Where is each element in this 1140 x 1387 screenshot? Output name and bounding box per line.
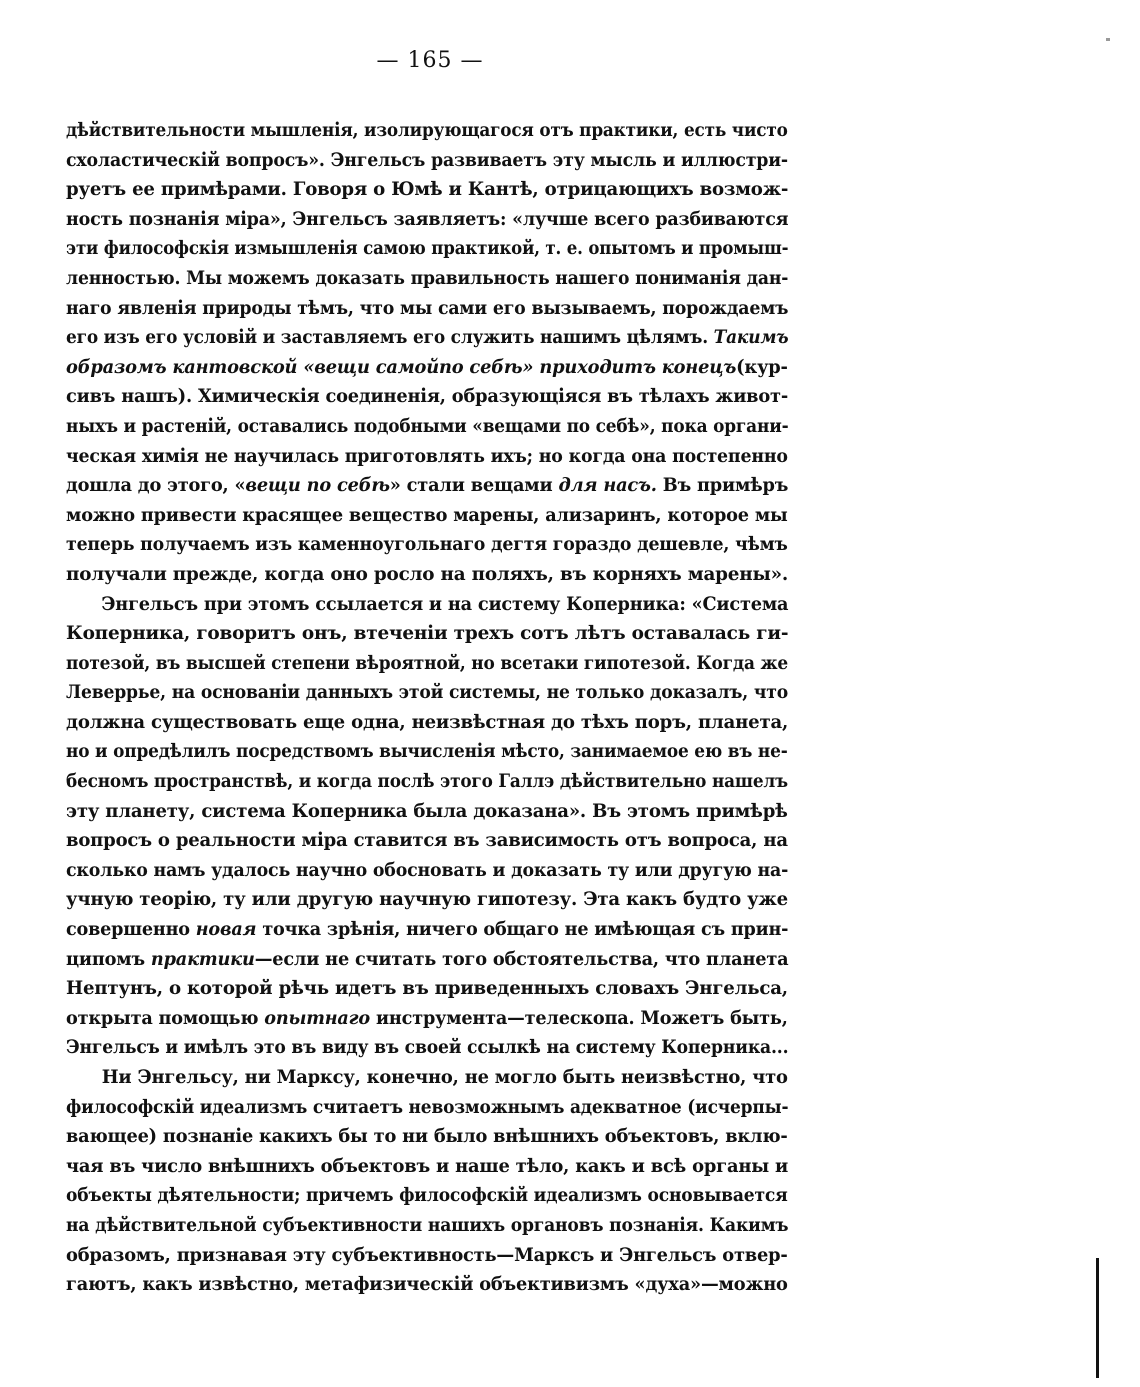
- italic-text: практики: [150, 947, 255, 970]
- text-line: Ни Энгельсу, ни Марксу, конечно, не могло быть неизвѣстно, что: [101, 1066, 788, 1088]
- text-line: [66, 471, 789, 501]
- text-line: ленностью. Мы можемъ доказать правильность нашего пониманія дан-: [66, 266, 789, 289]
- text-run: » стали вещами: [389, 474, 553, 497]
- text-line: [66, 323, 789, 353]
- text-run: его изъ его условій и заставляемъ его служить нашимъ цѣлямъ.: [66, 326, 708, 349]
- italic-text: новая: [195, 918, 257, 941]
- text-line: схоластическій вопросъ». Энгельсъ развиваетъ эту мысль и иллюстри-: [66, 148, 788, 171]
- page-number: — 165 —: [376, 48, 484, 73]
- italic-text: опытнаго: [264, 1006, 371, 1029]
- text-line: бесномъ пространствѣ, и когда послѣ этого Галлэ дѣйствительно нашелъ: [66, 770, 788, 793]
- text-run: Въ примѣръ: [662, 474, 789, 497]
- text-line: [66, 945, 789, 975]
- text-line: Коперника, говоритъ онъ, втеченіи трехъ сотъ лѣтъ оставалась ги-: [66, 622, 789, 645]
- text-line: ность познанія міра», Энгельсъ заявляетъ: «лучше всего разбиваются: [66, 207, 789, 230]
- text-run: точка зрѣнія, ничего общаго не имѣющая съ прин-: [262, 918, 789, 941]
- text-line: Нептунъ, о которой рѣчь идетъ въ приведенныхъ словахъ Энгельса,: [66, 977, 788, 1000]
- text-line: Энгельсъ и имѣлъ это въ виду въ своей ссылкѣ на систему Коперника...: [66, 1036, 789, 1059]
- text-line: эту планету, система Коперника была доказана». Въ этомъ примѣрѣ: [66, 799, 788, 822]
- text-line: потезой, въ высшей степени вѣроятной, но всетаки гипотезой. Когда же: [66, 651, 789, 674]
- text-line: Энгельсъ при этомъ ссылается и на систему Коперника: «Система: [101, 592, 789, 615]
- text-line: сивъ нашъ). Химическія соединенія, образующіяся въ тѣлахъ живот-: [66, 385, 789, 408]
- text-line: образомъ, признавая эту субъективность—Марксъ и Энгельсъ отвер-: [66, 1243, 788, 1266]
- text-line: [66, 353, 788, 383]
- italic-text: образомъ кантовской «вещи самойпо себѣ» приходитъ конецъ: [66, 355, 737, 378]
- text-line: дѣйствительности мышленія, изолирующагося отъ практики, есть чисто: [66, 119, 788, 141]
- text-line: должна существовать еще одна, неизвѣстная до тѣхъ поръ, планета,: [66, 710, 789, 733]
- text-line: теперь получаемъ изъ каменноугольнаго дегтя гораздо дешевле, чѣмъ: [66, 533, 788, 556]
- text-line: ческая химія не научилась приготовлять ихъ; но когда она постепенно: [66, 444, 788, 467]
- text-run: (кур-: [736, 355, 788, 378]
- text-line: чая въ число внѣшнихъ объектовъ и наше тѣло, какъ и всѣ органы и: [66, 1154, 789, 1177]
- text-line: гаютъ, какъ извѣстно, метафизическій объективизмъ «духа»—можно: [66, 1273, 788, 1296]
- text-run: совершенно: [66, 918, 190, 941]
- body-text: [66, 116, 788, 1300]
- text-run: открыта помощью: [66, 1006, 259, 1029]
- text-line: можно привести красящее вещество марены, ализаринъ, которое мы: [66, 503, 788, 526]
- text-line: учную теорію, ту или другую научную гипотезу. Эта какъ будто уже: [66, 888, 788, 911]
- text-line: вопросъ о реальности міра ставится въ зависимость отъ вопроса, на: [66, 829, 788, 852]
- text-line: [66, 915, 789, 945]
- margin-line: [1096, 1258, 1099, 1378]
- text-line: вающее) познаніе какихъ бы то ни было внѣшнихъ объектовъ, вклю-: [66, 1125, 788, 1148]
- text-line: ныхъ и растеній, оставались подобными «вещами по себѣ», пока органи-: [66, 414, 789, 437]
- text-line: объекты дѣятельности; причемъ философскій идеализмъ основывается: [66, 1184, 788, 1207]
- text-line: философскій идеализмъ считаетъ невозможнымъ адекватное (исчерпы-: [66, 1095, 789, 1118]
- text-line: но и опредѣлилъ посредствомъ вычисленія мѣсто, занимаемое ею въ не-: [66, 740, 788, 763]
- italic-text: вещи по себѣ: [245, 474, 390, 497]
- text-line: [66, 1004, 788, 1034]
- text-line: руетъ ее примѣрами. Говоря о Юмѣ и Кантѣ, отрицающихъ возмож-: [66, 178, 789, 201]
- text-line: наго явленія природы тѣмъ, что мы сами его вызываемъ, порождаемъ: [66, 296, 789, 319]
- text-line: сколько намъ удалось научно обосновать и доказать ту или другую на-: [66, 858, 789, 881]
- text-run: инструмента—телескопа. Можетъ быть,: [375, 1006, 788, 1029]
- text-line: Леверрье, на основаніи данныхъ этой системы, не только доказалъ, что: [66, 681, 789, 704]
- text-line: получали прежде, когда оно росло на поляхъ, въ корняхъ марены».: [66, 562, 789, 585]
- text-run: дошла до этого, «: [66, 474, 246, 497]
- italic-text: для насъ.: [558, 474, 657, 497]
- text-line: на дѣйствительной субъективности нашихъ органовъ познанія. Какимъ: [66, 1213, 789, 1236]
- text-line: эти философскія измышленія самою практикой, т. е. опытомъ и промыш-: [66, 237, 789, 260]
- italic-text: Такимъ: [713, 326, 789, 349]
- text-run: —если не считать того обстоятельства, что планета: [254, 947, 789, 970]
- text-run: ципомъ: [66, 947, 145, 970]
- scan-speck: [1106, 38, 1110, 41]
